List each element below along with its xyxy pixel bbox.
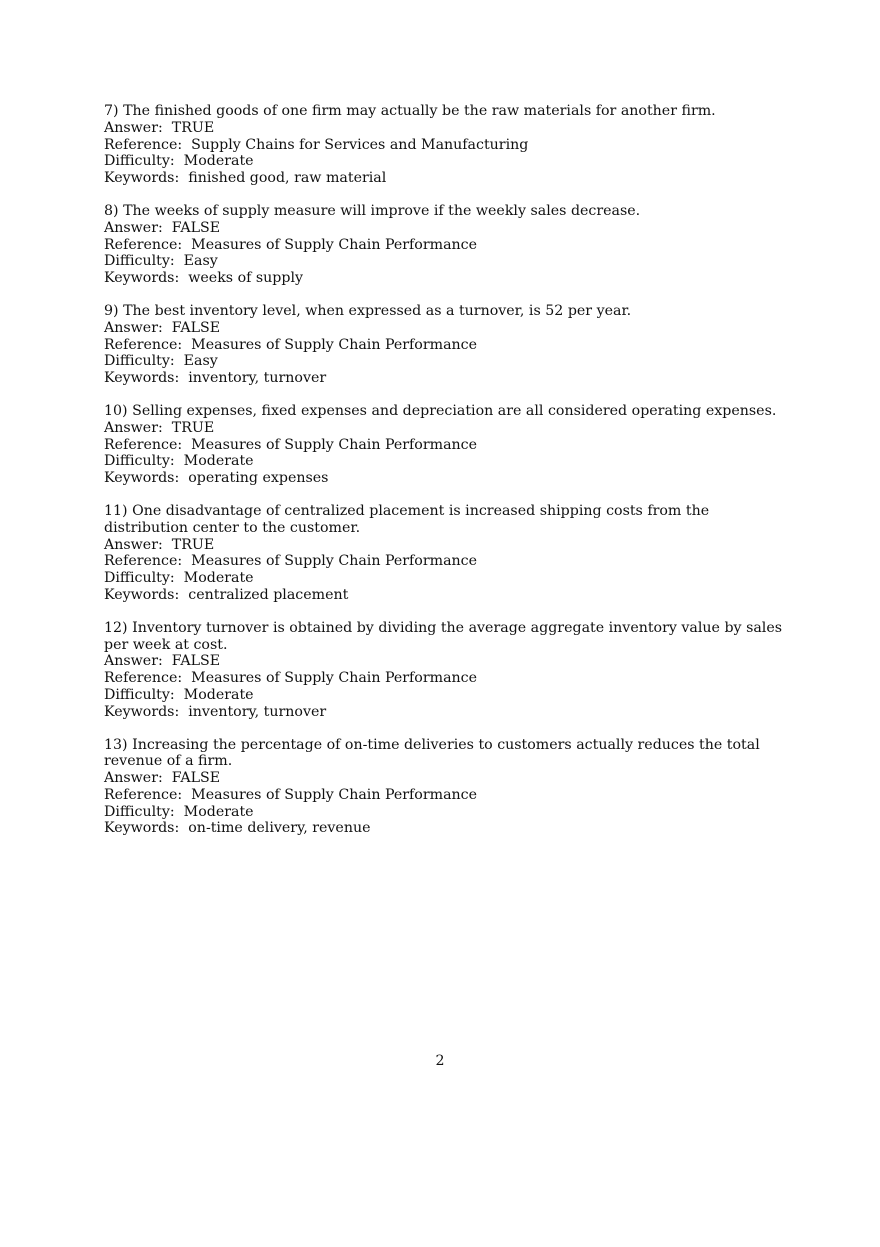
answer-line: Answer: TRUE [104, 536, 215, 553]
reference-line: Reference: Measures of Supply Chain Performance [104, 670, 478, 687]
question-block-10 [104, 403, 784, 487]
keywords-line: Keywords: on-time delivery, revenue [104, 820, 371, 837]
reference-line: Reference: Measures of Supply Chain Performance [104, 553, 478, 570]
answer-line: Answer: FALSE [104, 653, 221, 670]
question-block-9 [104, 303, 784, 387]
keywords-line: Keywords: finished good, raw material [104, 170, 387, 187]
question-text: 10) Selling expenses, fixed expenses and depreciation are all considered operating expenses. [104, 402, 777, 419]
answer-line: Answer: FALSE [104, 319, 221, 336]
difficulty-line: Difficulty: Easy [104, 253, 218, 270]
keywords-line: Keywords: inventory, turnover [104, 370, 327, 387]
keywords-line: Keywords: weeks of supply [104, 270, 304, 287]
keywords-line: Keywords: centralized placement [104, 586, 349, 603]
answer-line: Answer: FALSE [104, 770, 221, 787]
reference-line: Reference: Measures of Supply Chain Performance [104, 436, 478, 453]
question-block-8 [104, 203, 784, 287]
difficulty-line: Difficulty: Easy [104, 353, 218, 370]
answer-line: Answer: TRUE [104, 119, 215, 136]
question-text: 12) Inventory turnover is obtained by dividing the average aggregate inventory value by sales per week at cost. [104, 619, 787, 653]
difficulty-line: Difficulty: Moderate [104, 686, 254, 703]
question-text: 11) One disadvantage of centralized placement is increased shipping costs from the distribution center to the customer. [104, 502, 714, 536]
reference-line: Reference: Measures of Supply Chain Performance [104, 236, 478, 253]
question-text: 8) The weeks of supply measure will improve if the weekly sales decrease. [104, 202, 641, 219]
question-block-11 [104, 503, 784, 604]
question-text: 9) The best inventory level, when expressed as a turnover, is 52 per year. [104, 302, 632, 319]
answer-line: Answer: TRUE [104, 419, 215, 436]
page-number: 2 [435, 1053, 445, 1069]
answer-line: Answer: FALSE [104, 219, 221, 236]
reference-line: Reference: Measures of Supply Chain Performance [104, 336, 478, 353]
difficulty-line: Difficulty: Moderate [104, 153, 254, 170]
reference-line: Reference: Measures of Supply Chain Performance [104, 786, 478, 803]
question-block-7 [104, 103, 784, 187]
question-text: 7) The finished goods of one firm may actually be the raw materials for another firm. [104, 103, 716, 119]
difficulty-line: Difficulty: Moderate [104, 803, 254, 820]
difficulty-line: Difficulty: Moderate [104, 453, 254, 470]
keywords-line: Keywords: inventory, turnover [104, 703, 327, 720]
question-block-12 [104, 619, 787, 721]
keywords-line: Keywords: operating expenses [104, 470, 329, 487]
difficulty-line: Difficulty: Moderate [104, 570, 254, 587]
document-page [104, 103, 787, 853]
reference-line: Reference: Supply Chains for Services and Manufacturing [104, 136, 529, 153]
question-block-13 [104, 737, 784, 838]
question-text: 13) Increasing the percentage of on-time deliveries to customers actually reduces the total revenue of a firm. [104, 736, 765, 770]
